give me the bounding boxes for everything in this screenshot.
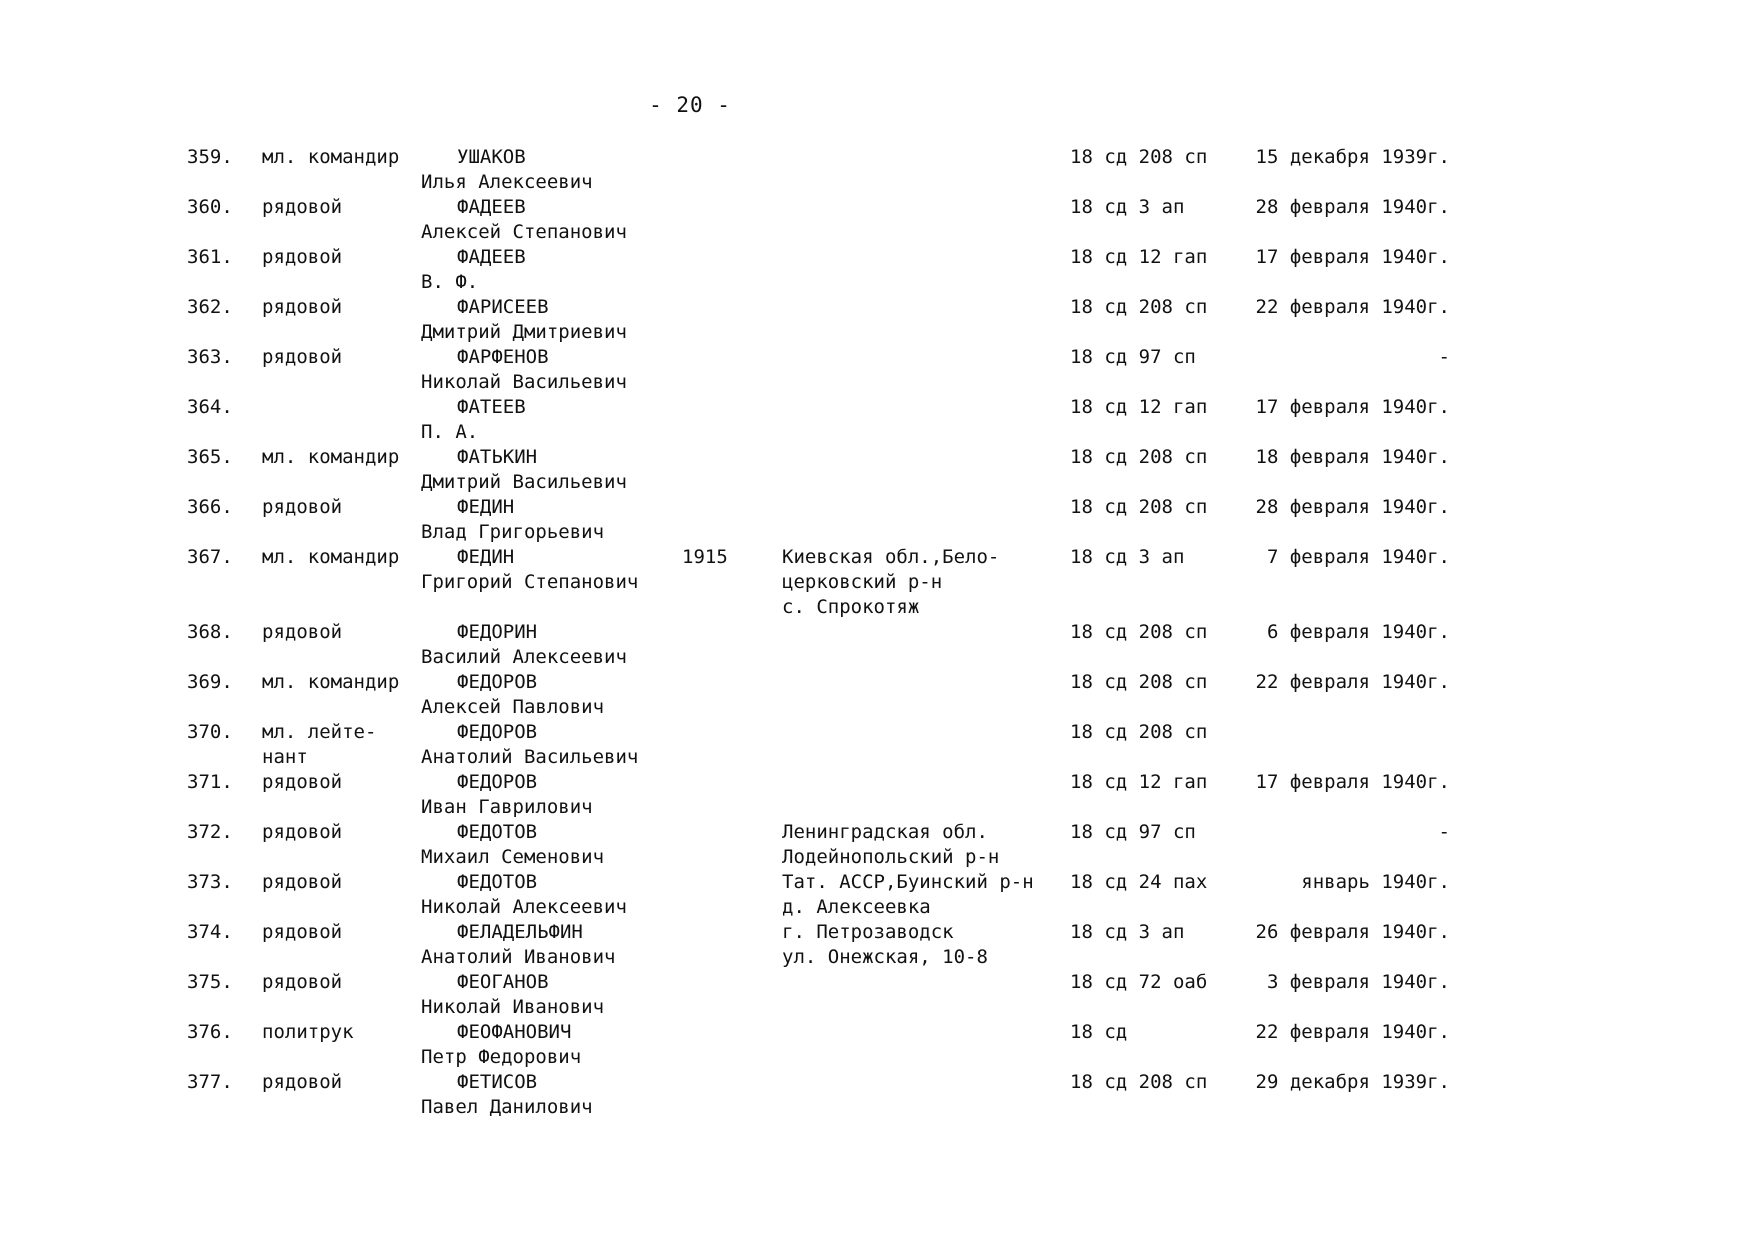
entry-surname: ФЕДОРИН — [457, 621, 538, 643]
entry-date: - — [1438, 821, 1450, 843]
entry-date: 17 февраля 1940г. — [1255, 396, 1450, 418]
entry-rank: рядовой — [262, 921, 343, 943]
entry-given-name: В. Ф. — [421, 271, 479, 293]
entry-given-name: Алексей Степанович — [421, 221, 627, 243]
list-item — [0, 770, 1752, 820]
entry-number: 361. — [187, 246, 233, 268]
list-item — [0, 920, 1752, 970]
entry-surname: ФАТЬКИН — [457, 446, 538, 468]
entry-given-name: Дмитрий Дмитриевич — [421, 321, 627, 343]
entry-date: 17 февраля 1940г. — [1255, 246, 1450, 268]
entry-date: 28 февраля 1940г. — [1255, 196, 1450, 218]
entry-rank: рядовой — [262, 296, 343, 318]
entry-rank: мл. командир — [262, 671, 400, 693]
list-item — [0, 1070, 1752, 1120]
entry-unit: 18 сд 24 пах — [1070, 871, 1208, 893]
entry-surname: ФЕОГАНОВ — [457, 971, 549, 993]
entry-given-name: Николай Васильевич — [421, 371, 627, 393]
entry-rank: нант — [262, 746, 308, 768]
entry-surname: ФАДЕЕВ — [457, 246, 526, 268]
list-item — [0, 620, 1752, 670]
entry-rank: рядовой — [262, 621, 343, 643]
entry-number: 364. — [187, 396, 233, 418]
entry-given-name: Илья Алексеевич — [421, 171, 593, 193]
entry-surname: ФЕДОРОВ — [457, 721, 538, 743]
list-item — [0, 545, 1752, 620]
entry-given-name: Анатолий Иванович — [421, 946, 616, 968]
entry-number: 371. — [187, 771, 233, 793]
entry-place: д. Алексеевка — [782, 896, 931, 918]
entry-place: с. Спрокотяж — [782, 596, 920, 618]
entry-surname: ФАРФЕНОВ — [457, 346, 549, 368]
entry-rank: рядовой — [262, 1071, 343, 1093]
entry-birth-year: 1915 — [682, 546, 728, 568]
entry-number: 373. — [187, 871, 233, 893]
entry-given-name: Дмитрий Васильевич — [421, 471, 627, 493]
entry-given-name: Анатолий Васильевич — [421, 746, 639, 768]
entry-unit: 18 сд 3 ап — [1070, 196, 1185, 218]
entry-number: 366. — [187, 496, 233, 518]
list-item — [0, 145, 1752, 195]
entry-place: г. Петрозаводск — [782, 921, 954, 943]
entry-surname: ФЕТИСОВ — [457, 1071, 538, 1093]
entry-unit: 18 сд 208 сп — [1070, 296, 1208, 318]
entry-unit: 18 сд 12 гап — [1070, 396, 1208, 418]
entry-given-name: Григорий Степанович — [421, 571, 639, 593]
list-item — [0, 195, 1752, 245]
entry-given-name: Иван Гаврилович — [421, 796, 593, 818]
entry-unit: 18 сд 208 сп — [1070, 496, 1208, 518]
entry-unit: 18 сд 72 оаб — [1070, 971, 1208, 993]
entry-surname: УШАКОВ — [457, 146, 526, 168]
entry-unit: 18 сд 208 сп — [1070, 1071, 1208, 1093]
entry-rank: рядовой — [262, 246, 343, 268]
entry-surname: ФЕЛАДЕЛЬФИН — [457, 921, 583, 943]
list-item — [0, 345, 1752, 395]
entry-unit: 18 сд 208 сп — [1070, 671, 1208, 693]
entry-date: 17 февраля 1940г. — [1255, 771, 1450, 793]
entry-place: Киевская обл.,Бело- — [782, 546, 1000, 568]
entry-date: 29 декабря 1939г. — [1255, 1071, 1450, 1093]
entry-date: 22 февраля 1940г. — [1255, 671, 1450, 693]
entry-given-name: Павел Данилович — [421, 1096, 593, 1118]
list-item — [0, 1020, 1752, 1070]
entry-unit: 18 сд 3 ап — [1070, 546, 1185, 568]
entry-unit: 18 сд 208 сп — [1070, 621, 1208, 643]
entry-given-name: Николай Алексеевич — [421, 896, 627, 918]
list-item — [0, 445, 1752, 495]
entry-rank: рядовой — [262, 971, 343, 993]
entry-date: 22 февраля 1940г. — [1255, 1021, 1450, 1043]
entries-list — [0, 145, 1752, 1120]
entry-date: 22 февраля 1940г. — [1255, 296, 1450, 318]
entry-number: 360. — [187, 196, 233, 218]
entry-unit: 18 сд 12 гап — [1070, 246, 1208, 268]
entry-number: 359. — [187, 146, 233, 168]
entry-given-name: Влад Григорьевич — [421, 521, 605, 543]
entry-number: 367. — [187, 546, 233, 568]
entry-unit: 18 сд 3 ап — [1070, 921, 1185, 943]
entry-surname: ФАРИСЕЕВ — [457, 296, 549, 318]
list-item — [0, 245, 1752, 295]
entry-number: 363. — [187, 346, 233, 368]
entry-rank: мл. командир — [262, 546, 400, 568]
entry-number: 376. — [187, 1021, 233, 1043]
entry-given-name: Михаил Семенович — [421, 846, 605, 868]
entry-number: 365. — [187, 446, 233, 468]
entry-given-name: Василий Алексеевич — [421, 646, 627, 668]
entry-given-name: Алексей Павлович — [421, 696, 605, 718]
entry-rank: рядовой — [262, 871, 343, 893]
entry-date: 3 февраля 1940г. — [1266, 971, 1450, 993]
entry-place: Тат. АССР,Буинский р-н — [782, 871, 1034, 893]
entry-unit: 18 сд 208 сп — [1070, 721, 1208, 743]
entry-number: 370. — [187, 721, 233, 743]
entry-date: январь 1940г. — [1301, 871, 1450, 893]
entry-rank: мл. лейте- — [262, 721, 377, 743]
entry-date: 28 февраля 1940г. — [1255, 496, 1450, 518]
entry-given-name: Николай Иванович — [421, 996, 605, 1018]
entry-surname: ФЕДОРОВ — [457, 771, 538, 793]
entry-surname: ФЕОФАНОВИЧ — [457, 1021, 572, 1043]
list-item — [0, 720, 1752, 770]
list-item — [0, 495, 1752, 545]
entry-surname: ФЕДИН — [457, 546, 515, 568]
entry-rank: мл. командир — [262, 146, 400, 168]
entry-rank: рядовой — [262, 196, 343, 218]
list-item — [0, 395, 1752, 445]
entry-date: 7 февраля 1940г. — [1266, 546, 1450, 568]
entry-surname: ФЕДОРОВ — [457, 671, 538, 693]
entry-unit: 18 сд 208 сп — [1070, 146, 1208, 168]
entry-rank: мл. командир — [262, 446, 400, 468]
entry-surname: ФЕДОТОВ — [457, 871, 538, 893]
list-item — [0, 870, 1752, 920]
entry-number: 368. — [187, 621, 233, 643]
entry-place: Лодейнопольский р-н — [782, 846, 1000, 868]
entry-date: 18 февраля 1940г. — [1255, 446, 1450, 468]
entry-unit: 18 сд 97 сп — [1070, 821, 1196, 843]
entry-rank: рядовой — [262, 771, 343, 793]
list-item — [0, 820, 1752, 870]
entry-rank: политрук — [262, 1021, 354, 1043]
list-item — [0, 295, 1752, 345]
entry-date: 15 декабря 1939г. — [1255, 146, 1450, 168]
entry-unit: 18 сд 97 сп — [1070, 346, 1196, 368]
entry-number: 362. — [187, 296, 233, 318]
entry-place: церковский р-н — [782, 571, 943, 593]
entry-surname: ФЕДОТОВ — [457, 821, 538, 843]
entry-place: ул. Онежская, 10-8 — [782, 946, 988, 968]
entry-number: 372. — [187, 821, 233, 843]
entry-date: 6 февраля 1940г. — [1266, 621, 1450, 643]
page-number: - 20 - — [649, 93, 731, 117]
entry-number: 374. — [187, 921, 233, 943]
entry-surname: ФАТЕЕВ — [457, 396, 526, 418]
entry-rank: рядовой — [262, 496, 343, 518]
entry-rank: рядовой — [262, 346, 343, 368]
entry-date: - — [1438, 346, 1450, 368]
entry-surname: ФЕДИН — [457, 496, 515, 518]
entry-place: Ленинградская обл. — [782, 821, 988, 843]
entry-given-name: Петр Федорович — [421, 1046, 582, 1068]
entry-rank: рядовой — [262, 821, 343, 843]
entry-date: 26 февраля 1940г. — [1255, 921, 1450, 943]
entry-number: 377. — [187, 1071, 233, 1093]
entry-unit: 18 сд 208 сп — [1070, 446, 1208, 468]
entry-unit: 18 сд 12 гап — [1070, 771, 1208, 793]
entry-unit: 18 сд — [1070, 1021, 1128, 1043]
entry-number: 369. — [187, 671, 233, 693]
entry-number: 375. — [187, 971, 233, 993]
list-item — [0, 670, 1752, 720]
entry-surname: ФАДЕЕВ — [457, 196, 526, 218]
list-item — [0, 970, 1752, 1020]
entry-given-name: П. А. — [421, 421, 479, 443]
